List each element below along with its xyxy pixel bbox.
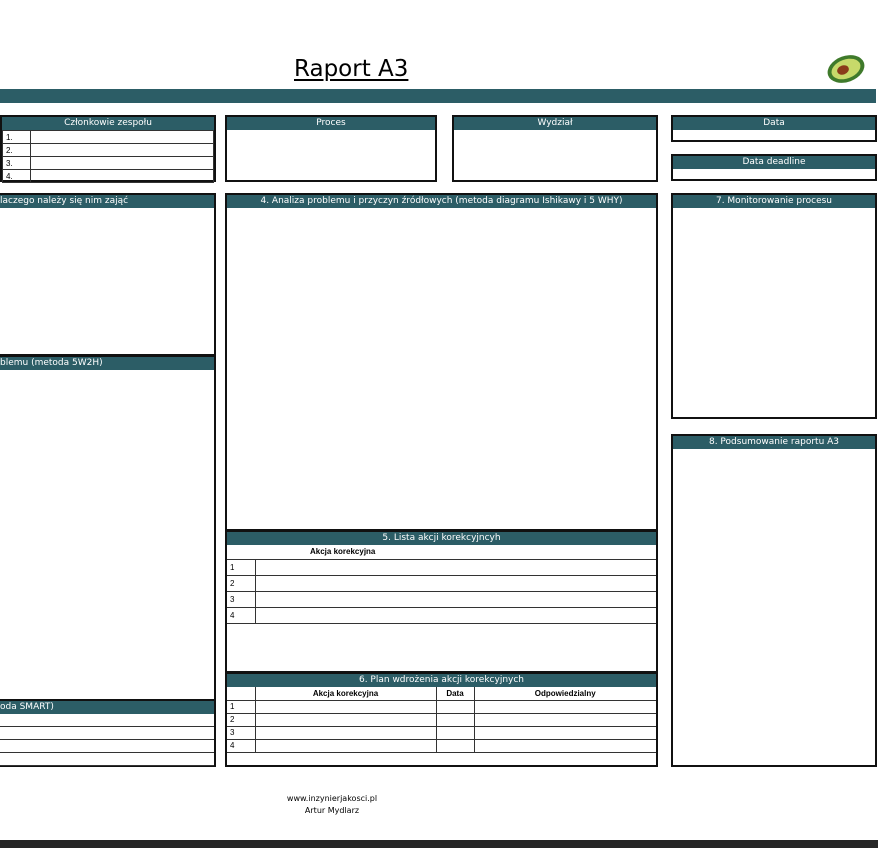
team-table — [2, 130, 214, 183]
section-8-panel[interactable] — [671, 434, 877, 767]
date-cell[interactable] — [436, 739, 474, 752]
action-cell[interactable] — [255, 607, 656, 623]
section-6-panel — [225, 672, 658, 767]
bottom-bar — [0, 840, 878, 848]
owner-cell[interactable] — [474, 700, 656, 713]
date-panel[interactable] — [671, 115, 877, 142]
row-number: 2 — [227, 575, 255, 591]
action-cell[interactable] — [255, 575, 656, 591]
section-3-header: oda SMART) — [0, 701, 214, 714]
col-owner-header: Odpowiedzialny — [474, 687, 656, 700]
team-member-cell[interactable] — [31, 170, 214, 183]
action-cell[interactable] — [255, 726, 436, 739]
section-5-header: 5. Lista akcji korekcyjncyh — [227, 532, 656, 545]
col-action-header: Akcja korekcyjna — [255, 545, 656, 559]
row-number: 4 — [227, 739, 255, 752]
section-2-header: blemu (metoda 5W2H) — [0, 357, 214, 370]
table-row — [3, 157, 214, 170]
goal-row[interactable] — [0, 727, 214, 740]
team-member-cell[interactable] — [31, 131, 214, 144]
row-number: 1 — [227, 559, 255, 575]
owner-cell[interactable] — [474, 739, 656, 752]
table-row — [227, 607, 656, 623]
row-number: 2 — [227, 713, 255, 726]
process-panel[interactable] — [225, 115, 437, 182]
table-row — [227, 700, 656, 713]
action-cell[interactable] — [255, 700, 436, 713]
corrective-actions-table — [227, 545, 656, 624]
table-row — [3, 131, 214, 144]
page-title: Raport A3 — [294, 56, 409, 82]
goal-row[interactable] — [0, 714, 214, 727]
action-cell[interactable] — [255, 591, 656, 607]
date-header: Data — [673, 117, 875, 130]
section-8-header: 8. Podsumowanie raportu A3 — [673, 436, 875, 449]
section-1-panel[interactable] — [0, 193, 216, 356]
action-cell[interactable] — [255, 739, 436, 752]
date-cell[interactable] — [436, 726, 474, 739]
section-1-header: laczego należy się nim zająć — [0, 195, 214, 208]
process-header: Proces — [227, 117, 435, 130]
table-row — [227, 726, 656, 739]
table-row — [227, 591, 656, 607]
implementation-plan-table — [227, 687, 656, 753]
owner-cell[interactable] — [474, 713, 656, 726]
section-7-header: 7. Monitorowanie procesu — [673, 195, 875, 208]
team-member-cell[interactable] — [31, 157, 214, 170]
deadline-header: Data deadline — [673, 156, 875, 169]
header-bar — [0, 89, 876, 103]
table-row — [3, 144, 214, 157]
row-number: 2. — [3, 144, 31, 157]
goal-row[interactable] — [0, 753, 214, 766]
date-cell[interactable] — [436, 700, 474, 713]
team-header: Członkowie zespołu — [2, 117, 214, 130]
row-number: 1. — [3, 131, 31, 144]
deadline-panel[interactable] — [671, 154, 877, 181]
section-4-header: 4. Analiza problemu i przyczyn źródłowych (metoda diagramu Ishikawy i 5 WHY) — [227, 195, 656, 208]
section-5-panel — [225, 530, 658, 673]
department-header: Wydział — [454, 117, 656, 130]
table-row — [227, 559, 656, 575]
section-6-header: 6. Plan wdrożenia akcji korekcyjnych — [227, 674, 656, 687]
row-number: 4 — [227, 607, 255, 623]
date-cell[interactable] — [436, 713, 474, 726]
section-7-panel[interactable] — [671, 193, 877, 419]
avocado-logo-icon — [826, 52, 866, 86]
row-number: 3. — [3, 157, 31, 170]
goal-row[interactable] — [0, 740, 214, 753]
team-panel — [0, 115, 216, 182]
row-number: 1 — [227, 700, 255, 713]
department-panel[interactable] — [452, 115, 658, 182]
row-number: 4. — [3, 170, 31, 183]
footer-site: www.inzynierjakosci.pl — [286, 794, 378, 803]
owner-cell[interactable] — [474, 726, 656, 739]
section-4-panel[interactable] — [225, 193, 658, 531]
row-number: 3 — [227, 726, 255, 739]
section-3-panel — [0, 699, 216, 767]
col-action-header: Akcja korekcyjna — [255, 687, 436, 700]
section-2-panel[interactable] — [0, 355, 216, 701]
action-cell[interactable] — [255, 713, 436, 726]
action-cell[interactable] — [255, 559, 656, 575]
footer-author: Artur Mydlarz — [304, 806, 360, 815]
table-row — [227, 713, 656, 726]
table-header-row — [227, 687, 656, 700]
table-row — [227, 739, 656, 752]
team-member-cell[interactable] — [31, 144, 214, 157]
table-header-row — [227, 545, 656, 559]
col-date-header: Data — [436, 687, 474, 700]
table-row — [3, 170, 214, 183]
table-row — [227, 575, 656, 591]
row-number: 3 — [227, 591, 255, 607]
